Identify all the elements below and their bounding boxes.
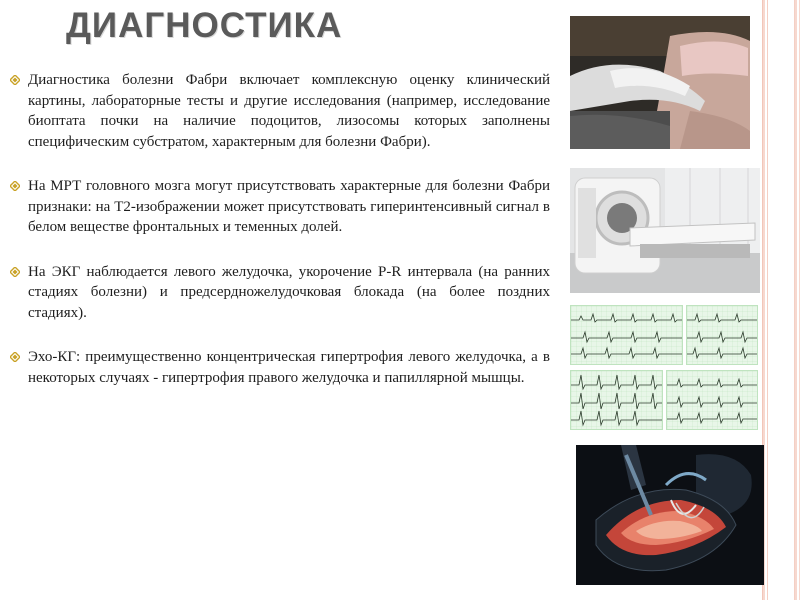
diamond-bullet-icon — [10, 352, 20, 362]
bullet-text: Диагностика болезни Фабри включает комплексную оценку клинический картины, лабораторные тесты и другие исследования (например, исследование биоптата почки на наличие подоцитов, лизосомы которых заполнены специфическим субстратом, характерным для болезни Фабри). — [28, 72, 550, 150]
bullet-text: На МРТ головного мозга могут присутствовать характерные для болезни Фабри признаки: на Т2-изображении может присутствовать гиперинтенсивный сигнал в белом веществе фронтальных и теменных долей. — [28, 178, 550, 235]
ecg-strip — [666, 370, 758, 430]
ecg-strip — [686, 305, 758, 365]
diamond-bullet-icon — [10, 75, 20, 85]
diamond-bullet-icon — [10, 181, 20, 191]
list-item — [10, 176, 550, 238]
mri-scanner-photo — [570, 168, 760, 293]
ecg-strip — [570, 305, 683, 365]
list-item — [10, 70, 550, 152]
bullet-list — [10, 70, 550, 409]
page-title: ДИАГНОСТИКА — [66, 6, 343, 45]
ecg-strip — [570, 370, 663, 430]
decorative-border — [762, 0, 800, 600]
diamond-bullet-icon — [10, 267, 20, 277]
list-item — [10, 262, 550, 324]
bullet-text: На ЭКГ наблюдается левого желудочка, укорочение P-R интервала (на ранних стадиях болезни) и предсердножелудочковая блокада (на более поздних стадиях). — [28, 263, 550, 321]
heart-echo-illustration — [576, 445, 764, 585]
bullet-text: Эхо-КГ: преимущественно концентрическая гипертрофия левого желудочка, а в некоторых случаях - гипертрофия правого желудочка и папиллярной мышцы. — [28, 349, 550, 386]
list-item — [10, 347, 550, 388]
kidney-biopsy-photo — [570, 16, 750, 149]
